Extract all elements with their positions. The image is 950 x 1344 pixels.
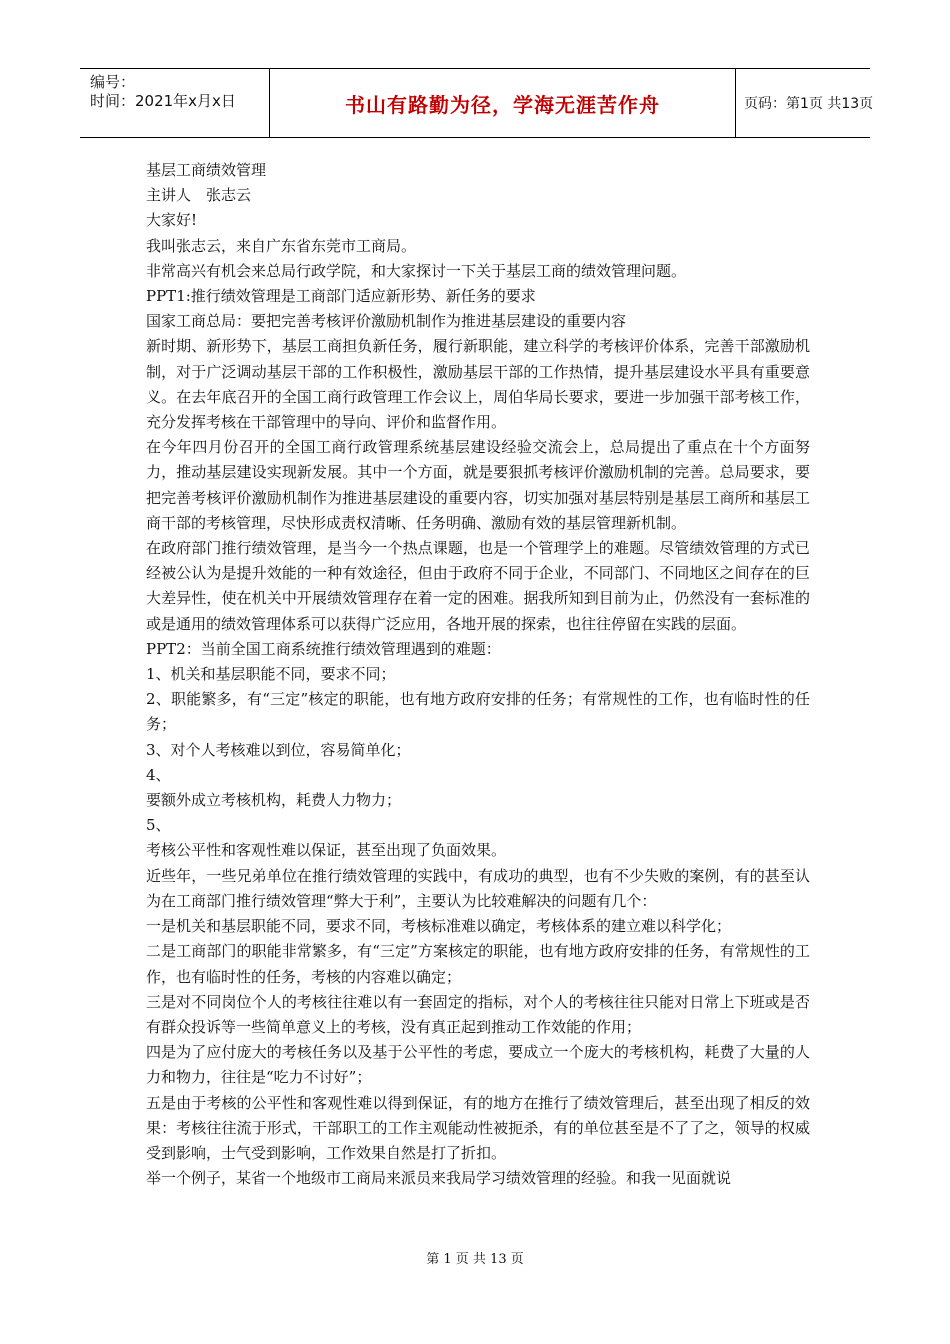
body-paragraph: 1、机关和基层职能不同，要求不同； <box>146 665 396 684</box>
body-paragraph: 在今年四月份召开的全国工商行政管理系统基层建设经验交流会上，总局提出了重点在十个方面努力，推动基层建设实现新发展。其中一个方面，就是要狠抓考核评价激励机制的完善。总局要求，要把完善考核评价激励机制作为推进基层建设的重要内容，切实加强对基层特别是基层工商所和基层工商干部的考核管理，尽快形成责权清晰、任务明确、激励有效的基层管理新机制。 <box>146 438 810 532</box>
body-paragraph: 五是由于考核的公平性和客观性难以得到保证，有的地方在推行了绩效管理后，甚至出现了相反的效果：考核往往流于形式，干部职工的工作主观能动性被扼杀，有的单位甚至是不了了之，领导的权威受到影响，士气受到影响，工作效果自然是打了折扣。 <box>146 1093 810 1162</box>
body-paragraph: 近些年，一些兄弟单位在推行绩效管理的实践中，有成功的典型，也有不少失败的案例，有的甚至认为在工商部门推行绩效管理“弊大于利”，主要认为比较难解决的问题有几个： <box>146 866 810 910</box>
body-paragraph: 我叫张志云，来自广东省东莞市工商局。 <box>146 236 417 255</box>
body-paragraph: 非常高兴有机会来总局行政学院，和大家探讨一下关于基层工商的绩效管理问题。 <box>146 261 687 280</box>
body-paragraph: 三是对不同岗位个人的考核往往难以有一套固定的指标，对个人的考核往往只能对日常上下班或是否有群众投诉等一些简单意义上的考核，没有真正起到推动工作效能的作用； <box>146 992 810 1036</box>
body-paragraph: 新时期、新形势下，基层工商担负新任务，履行新职能，建立科学的考核评价体系，完善干部激励机制，对于广泛调动基层干部的工作积极性，激励基层干部的工作热情，提升基层建设水平具有重要意义。在去年底召开的全国工商行政管理工作会议上，周伯华局长要求，要进一步加强干部考核工作，充分发挥考核在干部管理中的导向、评价和监督作用。 <box>146 337 810 432</box>
document-body <box>146 158 810 1191</box>
body-paragraph: 考核公平性和客观性难以保证，甚至出现了负面效果。 <box>146 841 507 860</box>
body-paragraph: 在政府部门推行绩效管理，是当今一个热点课题，也是一个管理学上的难题。尽管绩效管理的方式已经被公认为是提升效能的一种有效途径，但由于政府不同于企业，不同部门、不同地区之间存在的巨大差异性，使在机关中开展绩效管理存在着一定的困难。据我所知到目前为止，仍然没有一套标准的或是通用的绩效管理体系可以获得广泛应用，各地开展的探索，也往往停留在实践的层面。 <box>146 539 810 633</box>
document-date-label: 时间：2021年x月x日 <box>90 92 236 110</box>
body-paragraph: 一是机关和基层职能不同，要求不同，考核标准难以确定，考核体系的建立难以科学化； <box>146 917 732 936</box>
body-paragraph: 3、对个人考核难以到位，容易简单化； <box>146 740 411 759</box>
body-paragraph: 四是为了应付庞大的考核任务以及基于公平性的考虑，要成立一个庞大的考核机构，耗费了大量的人力和物力，往往是“吃力不讨好”； <box>146 1043 810 1087</box>
body-paragraph: 5、 <box>146 816 171 835</box>
body-paragraph: 2、职能繁多，有“三定”核定的职能，也有地方政府安排的任务；有常规性的工作，也有临时性的任务； <box>146 690 810 734</box>
header-page-info: 页码：第1页 共13页 <box>744 96 874 112</box>
body-paragraph: 国家工商总局：要把完善考核评价激励机制作为推进基层建设的重要内容 <box>146 312 627 331</box>
body-paragraph: PPT1:推行绩效管理是工商部门适应新形势、新任务的要求 <box>146 287 536 306</box>
body-paragraph: 举一个例子，某省一个地级市工商局来派员来我局学习绩效管理的经验。和我一见面就说 <box>146 1169 732 1188</box>
body-paragraph: 二是工商部门的职能非常繁多，有“三定”方案核定的职能，也有地方政府安排的任务，有常规性的工作，也有临时性的任务，考核的内容难以确定； <box>146 942 810 986</box>
body-paragraph: PPT2：当前全国工商系统推行绩效管理遇到的难题： <box>146 639 501 658</box>
header-page-cell <box>736 69 874 137</box>
page-footer: 第 1 页 共 13 页 <box>426 1252 524 1267</box>
header-meta-cell <box>80 69 270 137</box>
body-paragraph: 要额外成立考核机构，耗费人力物力； <box>146 791 402 810</box>
header-motto-cell <box>270 69 736 137</box>
body-paragraph: 大家好! <box>146 211 198 230</box>
page-header <box>80 68 874 138</box>
body-paragraph: 主讲人 张志云 <box>146 186 252 205</box>
body-paragraph: 4、 <box>146 765 171 784</box>
document-number-label: 编号： <box>90 73 136 91</box>
header-motto: 书山有路勤为径，学海无涯苦作舟 <box>345 93 660 117</box>
body-paragraph: 基层工商绩效管理 <box>146 161 267 179</box>
